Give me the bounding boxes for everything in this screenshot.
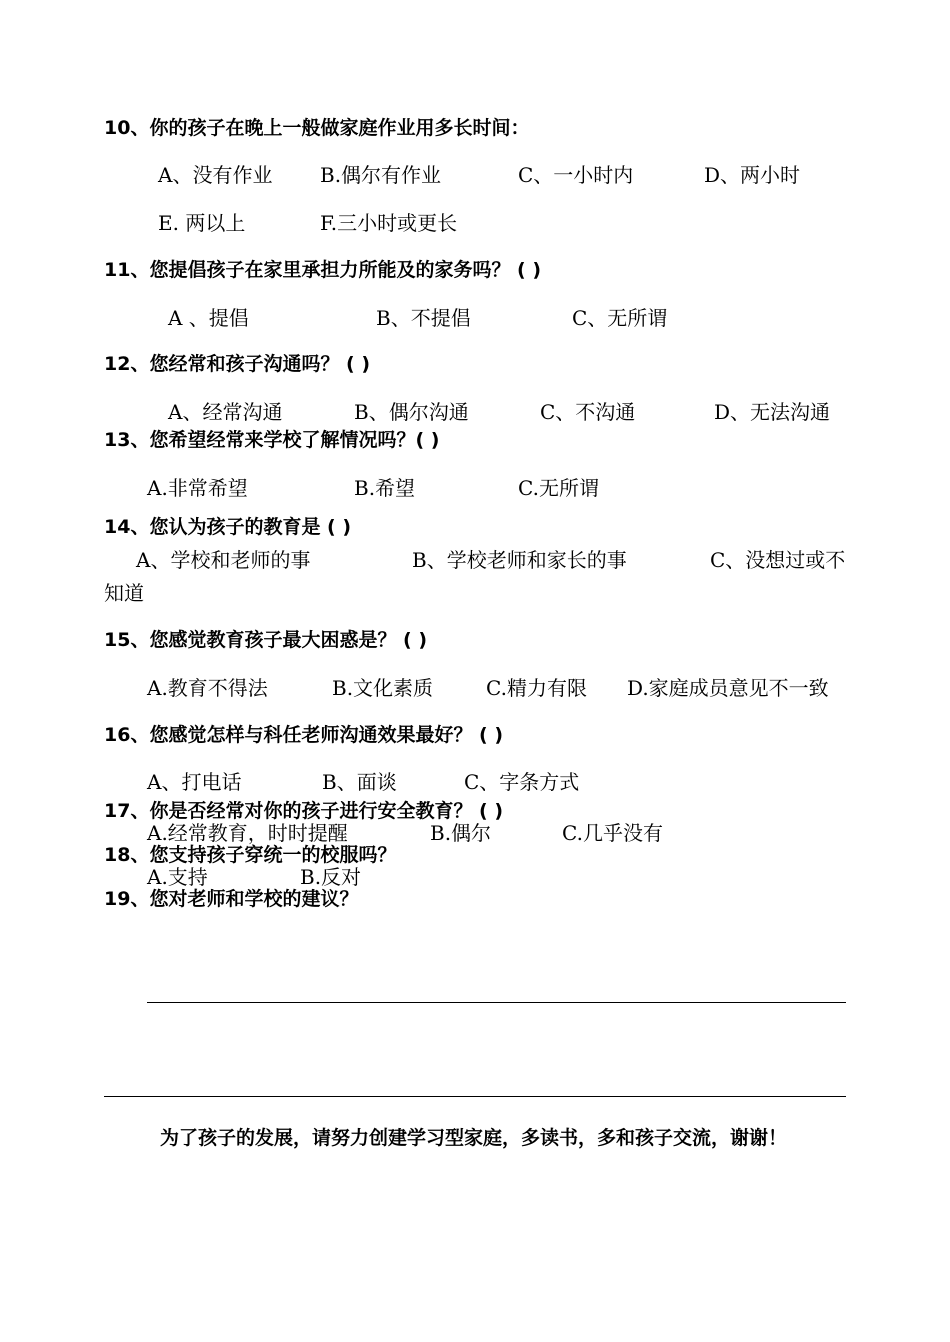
q14-option-c: C、没想过或不 bbox=[710, 548, 846, 572]
q14-option-c-cont: 知道 bbox=[104, 581, 144, 605]
q17-option-b: B.偶尔 bbox=[430, 821, 492, 845]
closing-note: 为了孩子的发展，请努力创建学习型家庭，多读书，多和孩子交流，谢谢！ bbox=[160, 1127, 788, 1149]
q12-option-a: A、经常沟通 bbox=[168, 400, 283, 424]
q15-option-b: B.文化素质 bbox=[332, 676, 434, 700]
q10-option-b: B.偶尔有作业 bbox=[320, 163, 442, 187]
question-19: 19、您对老师和学校的建议？ bbox=[104, 888, 359, 910]
question-11: 11、您提倡孩子在家里承担力所能及的家务吗？ ( ) bbox=[104, 259, 542, 281]
q10-option-d: D、两小时 bbox=[704, 163, 801, 187]
q10-option-c: C、一小时内 bbox=[518, 163, 634, 187]
q11-option-a: A 、提倡 bbox=[168, 306, 249, 330]
q13-option-a: A.非常希望 bbox=[147, 476, 248, 500]
q15-option-d: D.家庭成员意见不一致 bbox=[627, 676, 829, 700]
question-16: 16、您感觉怎样与科任老师沟通效果最好？ ( ) bbox=[104, 724, 504, 746]
question-17: 17、你是否经常对你的孩子进行安全教育？ ( ) bbox=[104, 800, 504, 822]
q12-option-d: D、无法沟通 bbox=[714, 400, 831, 424]
question-15: 15、您感觉教育孩子最大困惑是？ ( ) bbox=[104, 629, 428, 651]
q11-option-c: C、无所谓 bbox=[572, 306, 668, 330]
q14-option-a: A、学校和老师的事 bbox=[136, 548, 311, 572]
q10-option-a: A、没有作业 bbox=[158, 163, 273, 187]
question-10: 10、你的孩子在晚上一般做家庭作业用多长时间： bbox=[104, 117, 530, 139]
divider-line bbox=[104, 1096, 846, 1097]
q13-option-c: C.无所谓 bbox=[518, 476, 599, 500]
question-13: 13、您希望经常来学校了解情况吗？( ) bbox=[104, 429, 440, 451]
q10-option-f: F.三小时或更长 bbox=[320, 211, 458, 235]
q18-option-b: B.反对 bbox=[300, 865, 362, 889]
q16-option-c: C、字条方式 bbox=[464, 770, 580, 794]
question-14: 14、您认为孩子的教育是 ( ) bbox=[104, 516, 352, 538]
q12-option-c: C、不沟通 bbox=[540, 400, 636, 424]
question-18: 18、您支持孩子穿统一的校服吗？ bbox=[104, 844, 397, 866]
q18-option-a: A.支持 bbox=[147, 865, 208, 889]
q12-option-b: B、偶尔沟通 bbox=[354, 400, 469, 424]
q17-option-a: A.经常教育，时时提醒 bbox=[147, 821, 348, 845]
q15-option-a: A.教育不得法 bbox=[147, 676, 268, 700]
q16-option-a: A、打电话 bbox=[147, 770, 242, 794]
q14-option-b: B、学校老师和家长的事 bbox=[412, 548, 627, 572]
q17-option-c: C.几乎没有 bbox=[562, 821, 663, 845]
q11-option-b: B、不提倡 bbox=[376, 306, 471, 330]
q15-option-c: C.精力有限 bbox=[486, 676, 587, 700]
q10-option-e: E. 两以上 bbox=[158, 211, 246, 235]
q16-option-b: B、面谈 bbox=[322, 770, 397, 794]
suggestion-answer-line bbox=[147, 1002, 846, 1003]
q13-option-b: B.希望 bbox=[354, 476, 416, 500]
question-12: 12、您经常和孩子沟通吗？ ( ) bbox=[104, 353, 371, 375]
